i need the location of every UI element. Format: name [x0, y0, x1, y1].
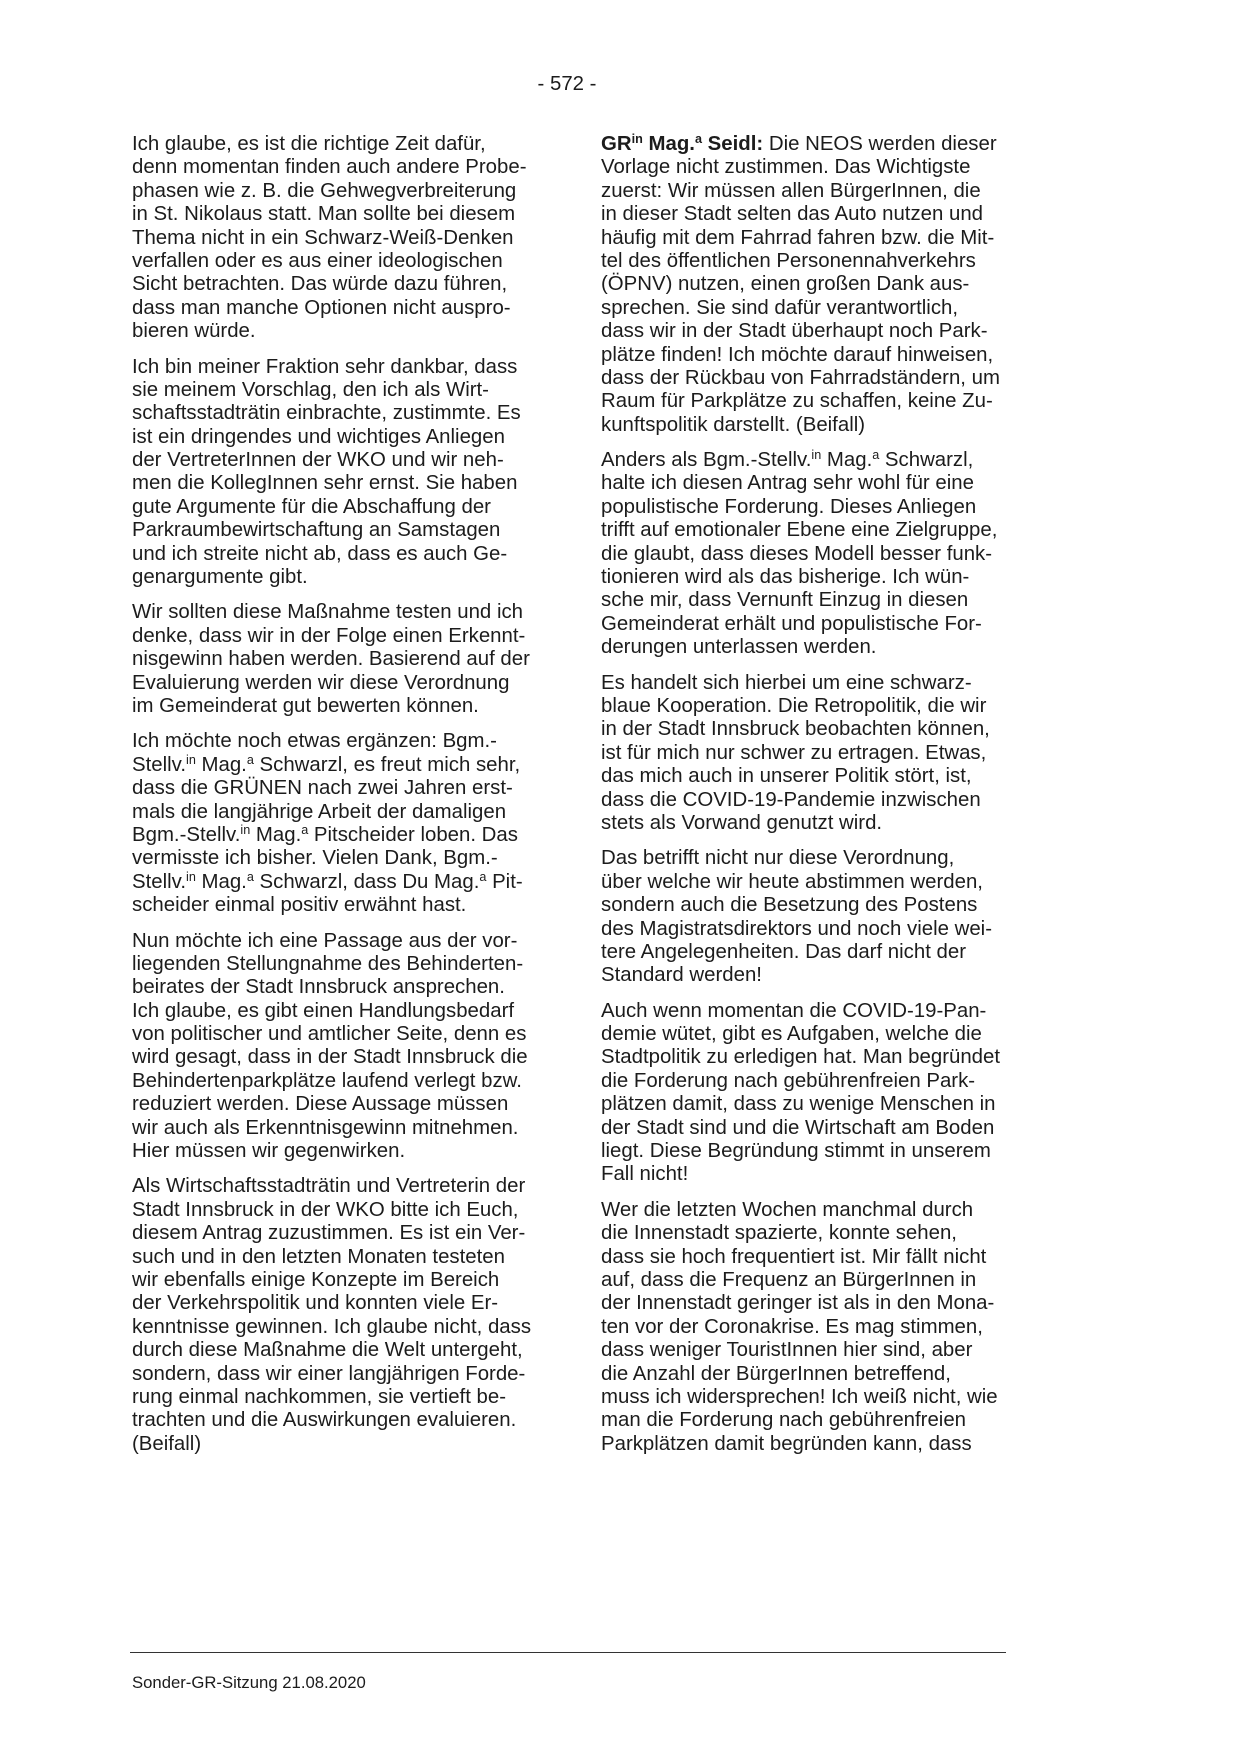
text-segment: Bgm.-Stellv.: [132, 823, 241, 846]
text-line: Auch wenn momentan die COVID-19-Pan-: [601, 999, 987, 1022]
text-line: wir auch als Erkenntnisgewinn mitnehmen.: [132, 1116, 519, 1139]
text-segment: Mag.: [250, 823, 302, 846]
text-line: Wer die letzten Wochen manchmal durch: [601, 1198, 974, 1221]
text-line: such und in den letzten Monaten testeten: [132, 1245, 505, 1268]
text-line: in St. Nikolaus statt. Man sollte bei diesem: [132, 203, 516, 226]
text-line: kunftspolitik darstellt. (Beifall): [601, 413, 866, 436]
text-line: Nun möchte ich eine Passage aus der vor-: [132, 929, 518, 952]
text-line: tionieren wird als das bisherige. Ich wün-: [601, 566, 970, 589]
text-line: verfallen oder es aus einer ideologischen: [132, 249, 503, 272]
paragraph: [601, 449, 1031, 660]
paragraph: [601, 672, 1031, 836]
text-line: der Verkehrspolitik und konnten viele Er-: [132, 1292, 499, 1315]
text-line: in dieser Stadt selten das Auto nutzen und: [601, 203, 984, 226]
text-line: in der Stadt Innsbruck beobachten können,: [601, 718, 990, 741]
text-line: wird gesagt, dass in der Stadt Innsbruck die: [132, 1046, 528, 1069]
text-line: bieren würde.: [132, 320, 256, 343]
paragraph: [132, 133, 562, 344]
text-line: tel des öffentlichen Personennahverkehrs: [601, 249, 976, 272]
text-line: Raum für Parkplätze zu schaffen, keine Zu-: [601, 390, 993, 413]
text-line: [132, 754, 562, 777]
text-line: muss ich widersprechen! Ich weiß nicht, wie: [601, 1385, 998, 1408]
text-line: Ich bin meiner Fraktion sehr dankbar, dass: [132, 355, 518, 378]
text-line: Parkraumbewirtschaftung an Samstagen: [132, 519, 501, 542]
text-line: Ich möchte noch etwas ergänzen: Bgm.-: [132, 730, 497, 753]
text-line: scheider einmal positiv erwähnt hast.: [132, 894, 467, 917]
text-line: stets als Vorwand genutzt wird.: [601, 811, 883, 834]
paragraph: [601, 1000, 1031, 1187]
text-line: Evaluierung werden wir diese Verordnung: [132, 671, 510, 694]
page-number: - 572 -: [537, 73, 597, 95]
text-line: vermisste ich bisher. Vielen Dank, Bgm.-: [132, 847, 498, 870]
text-line: trifft auf emotionaler Ebene eine Zielgruppe,: [601, 519, 998, 542]
text-line: plätzen damit, dass zu wenige Menschen in: [601, 1093, 996, 1116]
text-line: dass der Rückbau von Fahrradständern, um: [601, 366, 1000, 389]
text-line: denke, dass wir in der Folge einen Erkennt-: [132, 624, 526, 647]
superscript: a: [479, 869, 487, 884]
text-segment: Schwarzl,: [879, 449, 974, 472]
text-line: Wir sollten diese Maßnahme testen und ich: [132, 601, 524, 624]
text-line: (Beifall): [132, 1432, 202, 1455]
text-line: im Gemeinderat gut bewerten können.: [132, 694, 479, 717]
text-segment: Pit-: [486, 870, 523, 893]
text-line: über welche wir heute abstimmen werden,: [601, 870, 983, 893]
text-line: tere Angelegenheiten. Das darf nicht der: [601, 940, 967, 963]
text-line: liegenden Stellungnahme des Behinderten-: [132, 952, 524, 975]
text-line: dass man manche Optionen nicht auspro-: [132, 296, 511, 319]
text-line: ist ein dringendes und wichtiges Anliegen: [132, 425, 505, 448]
right-column: [601, 133, 1031, 1468]
text-line: die Innenstadt spazierte, konnte sehen,: [601, 1222, 957, 1245]
text-line: Stadtpolitik zu erledigen hat. Man begründet: [601, 1046, 1001, 1069]
superscript: a: [872, 448, 880, 463]
text-line: ist für mich nur schwer zu ertragen. Etwas,: [601, 741, 987, 764]
text-segment: Anders als Bgm.-Stellv.: [601, 449, 812, 472]
text-line: genargumente gibt.: [132, 566, 308, 589]
text-segment: Schwarzl, es freut mich sehr,: [253, 753, 521, 776]
text-line: man die Forderung nach gebührenfreien: [601, 1409, 967, 1432]
text-line: nisgewinn haben werden. Basierend auf der: [132, 648, 530, 671]
text-line: [601, 133, 1031, 156]
speaker-name: Seidl:: [701, 133, 764, 155]
text-segment: Mag.: [195, 753, 247, 776]
text-line: men die KollegInnen sehr ernst. Sie haben: [132, 472, 518, 495]
text-line: und ich streite nicht ab, dass es auch Ge-: [132, 542, 508, 565]
text-line: sondern auch die Besetzung des Postens: [601, 894, 978, 917]
text-line: sprechen. Sie sind dafür verantwortlich,: [601, 296, 959, 319]
footer-rule: [130, 1652, 1006, 1653]
text-line: phasen wie z. B. die Gehwegverbreiterung: [132, 179, 517, 202]
text-segment: Die NEOS werden dieser: [763, 133, 997, 155]
text-line: derungen unterlassen werden.: [601, 636, 877, 659]
text-line: auf, dass die Frequenz an BürgerInnen in: [601, 1268, 977, 1291]
text-line: dass die COVID-19-Pandemie inzwischen: [601, 788, 981, 811]
text-line: reduziert werden. Diese Aussage müssen: [132, 1093, 509, 1116]
text-line: plätze finden! Ich möchte darauf hinweisen,: [601, 343, 994, 366]
paragraph: [601, 847, 1031, 987]
text-line: Hier müssen wir gegenwirken.: [132, 1140, 406, 1163]
paragraph: [132, 930, 562, 1164]
text-segment: Mag.: [821, 449, 873, 472]
footer-text: Sonder-GR-Sitzung 21.08.2020: [132, 1673, 366, 1692]
text-line: sondern, dass wir einer langjährigen Forde-: [132, 1362, 526, 1385]
text-line: wir ebenfalls einige Konzepte im Bereich: [132, 1268, 500, 1291]
speaker-name: GR: [601, 133, 632, 155]
text-line: Parkplätzen damit begründen kann, dass: [601, 1432, 972, 1455]
text-line: des Magistratsdirektors und noch viele wei-: [601, 917, 992, 940]
superscript: in: [186, 752, 196, 767]
text-line: diesem Antrag zuzustimmen. Es ist ein Ver-: [132, 1222, 526, 1245]
text-line: Ich glaube, es ist die richtige Zeit dafür,: [132, 133, 486, 155]
superscript: a: [301, 822, 309, 837]
paragraph: [601, 133, 1031, 437]
text-line: Das betrifft nicht nur diese Verordnung,: [601, 847, 955, 870]
text-line: zuerst: Wir müssen allen BürgerInnen, die: [601, 179, 981, 202]
text-segment: Mag.: [195, 870, 247, 893]
text-line: dass wir in der Stadt überhaupt noch Park-: [601, 320, 988, 343]
text-line: Es handelt sich hierbei um eine schwarz-: [601, 671, 972, 694]
text-line: schaftsstadträtin einbrachte, zustimmte. Es: [132, 402, 521, 425]
text-line: sche mir, dass Vernunft Einzug in diesen: [601, 589, 969, 612]
text-line: der VertreterInnen der WKO und wir neh-: [132, 449, 504, 472]
text-line: trachten und die Auswirkungen evaluieren.: [132, 1409, 517, 1432]
text-line: der Stadt sind und die Wirtschaft am Boden: [601, 1116, 995, 1139]
text-line: die Anzahl der BürgerInnen betreffend,: [601, 1362, 951, 1385]
text-line: denn momentan finden auch andere Probe-: [132, 156, 527, 179]
text-line: demie wütet, gibt es Aufgaben, welche die: [601, 1023, 982, 1046]
paragraph: [132, 730, 562, 917]
text-line: [132, 824, 562, 847]
text-segment: Pitscheider loben. Das: [308, 823, 518, 846]
text-segment: Stellv.: [132, 870, 187, 893]
left-column: [132, 133, 562, 1468]
text-line: dass weniger TouristInnen hier sind, aber: [601, 1339, 973, 1362]
speaker-superscript: a: [694, 132, 702, 147]
paragraph: [132, 356, 562, 590]
paragraph: [132, 1175, 562, 1456]
speaker-superscript: in: [631, 132, 643, 147]
text-line: (ÖPNV) nutzen, einen großen Dank aus-: [601, 273, 970, 296]
paragraph: [132, 601, 562, 718]
superscript: in: [186, 869, 196, 884]
text-line: mals die langjährige Arbeit der damaligen: [132, 800, 507, 823]
text-line: liegt. Diese Begründung stimmt in unserem: [601, 1140, 991, 1163]
text-line: Thema nicht in ein Schwarz-Weiß-Denken: [132, 226, 514, 249]
superscript: a: [246, 752, 254, 767]
text-line: häufig mit dem Fahrrad fahren bzw. die Mit-: [601, 226, 995, 249]
text-line: [601, 449, 1031, 472]
text-line: beirates der Stadt Innsbruck ansprechen.: [132, 976, 505, 999]
text-line: Sicht betrachten. Das würde dazu führen,: [132, 273, 508, 296]
text-line: Als Wirtschaftsstadträtin und Vertreterin der: [132, 1175, 526, 1198]
text-line: dass die GRÜNEN nach zwei Jahren erst-: [132, 777, 513, 800]
text-line: die Forderung nach gebührenfreien Park-: [601, 1069, 976, 1092]
text-line: dass sie hoch frequentiert ist. Mir fällt nicht: [601, 1245, 987, 1268]
text-line: ten vor der Coronakrise. Es mag stimmen,: [601, 1315, 983, 1338]
text-line: gute Argumente für die Abschaffung der: [132, 495, 491, 518]
text-line: [132, 871, 562, 894]
text-line: Standard werden!: [601, 964, 762, 987]
text-line: durch diese Maßnahme die Welt untergeht,: [132, 1339, 523, 1362]
text-line: Vorlage nicht zustimmen. Das Wichtigste: [601, 156, 971, 179]
text-line: Stadt Innsbruck in der WKO bitte ich Euch,: [132, 1198, 519, 1221]
text-line: die glaubt, dass dieses Modell besser funk-: [601, 542, 993, 565]
text-line: Ich glaube, es gibt einen Handlungsbedarf: [132, 999, 515, 1022]
text-line: von politischer und amtlicher Seite, denn es: [132, 1023, 527, 1046]
text-line: Gemeinderat erhält und populistische For-: [601, 612, 982, 635]
text-segment: Schwarzl, dass Du Mag.: [253, 870, 480, 893]
text-segment: Stellv.: [132, 753, 187, 776]
superscript: a: [246, 869, 254, 884]
superscript: in: [240, 822, 251, 837]
text-line: kenntnisse gewinnen. Ich glaube nicht, dass: [132, 1315, 532, 1338]
paragraph: [601, 1199, 1031, 1456]
superscript: in: [811, 448, 822, 463]
text-line: populistische Forderung. Dieses Anliegen: [601, 495, 977, 518]
text-line: Behindertenparkplätze laufend verlegt bzw.: [132, 1069, 522, 1092]
text-line: das mich auch in unserer Politik stört, ist,: [601, 765, 972, 788]
text-line: halte ich diesen Antrag sehr wohl für eine: [601, 472, 974, 495]
text-line: Fall nicht!: [601, 1163, 689, 1186]
text-line: blaue Kooperation. Die Retropolitik, die wir: [601, 694, 987, 717]
text-line: rung einmal nachkommen, sie vertieft be-: [132, 1385, 507, 1408]
text-line: der Innenstadt geringer ist als in den Mona-: [601, 1292, 995, 1315]
text-line: sie meinem Vorschlag, den ich als Wirt-: [132, 378, 489, 401]
speaker-name: Mag.: [642, 133, 695, 155]
